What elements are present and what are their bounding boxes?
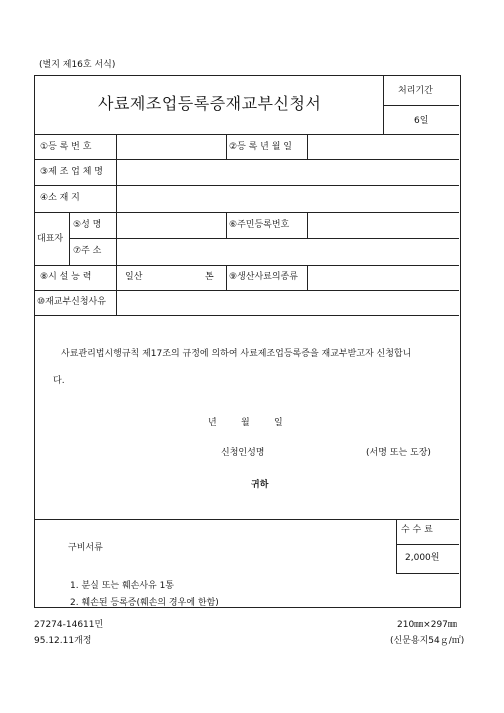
divider xyxy=(35,290,459,291)
divider xyxy=(35,159,459,160)
signature-label: (서명 또는 도장) xyxy=(366,448,431,458)
divider xyxy=(307,212,308,238)
revision-date: 95.12.11개정 xyxy=(34,636,92,646)
date-month-label: 월 xyxy=(241,418,250,428)
label-representative-name: ⑤성 명 xyxy=(73,220,102,230)
registration-date-field[interactable] xyxy=(309,136,457,157)
form-title: 사료제조업등록증재교부신청서 xyxy=(98,94,322,113)
paper-type: (신문용지54ｇ/㎡) xyxy=(390,636,465,646)
divider xyxy=(396,519,397,573)
facility-capacity-field[interactable] xyxy=(148,267,202,288)
divider xyxy=(226,265,227,290)
divider xyxy=(226,134,227,159)
date-day-label: 일 xyxy=(274,418,283,428)
location-field[interactable] xyxy=(118,187,457,210)
required-documents-title: 구비서류 xyxy=(68,543,103,553)
form-code: 27274-14611민 xyxy=(34,620,104,630)
divider xyxy=(35,134,459,135)
applicant-name-label: 신청인성명 xyxy=(221,448,265,458)
fee-label: 수 수 료 xyxy=(401,525,433,535)
label-representative-address: ⑦주 소 xyxy=(73,246,102,256)
divider xyxy=(69,238,459,239)
label-registration-number: ①등 록 번 호 xyxy=(40,142,92,152)
required-document-item: 2. 훼손된 등록증(훼손의 경우에 한함) xyxy=(70,598,219,608)
processing-period-label: 처리기간 xyxy=(398,86,433,96)
statement-text-continued: 다. xyxy=(53,376,65,386)
resident-number-field[interactable] xyxy=(309,214,457,236)
label-feed-types: ⑨생산사료의종류 xyxy=(229,272,298,282)
divider xyxy=(35,265,459,266)
representative-address-field[interactable] xyxy=(118,240,457,263)
representative-name-field[interactable] xyxy=(118,214,224,236)
divider xyxy=(35,212,459,213)
divider xyxy=(396,544,459,545)
label-reissue-reason: ⑩재교부신청사유 xyxy=(37,297,106,307)
fee-value: 2,000원 xyxy=(405,553,440,563)
form-number-note: (별지 제16호 서식) xyxy=(39,60,116,70)
label-facility-capacity: ⑧시 설 능 력 xyxy=(40,272,92,282)
divider xyxy=(307,134,308,159)
feed-types-field[interactable] xyxy=(309,267,457,288)
capacity-unit-label: 톤 xyxy=(205,272,214,282)
label-company-name: ③제 조 업 체 명 xyxy=(40,167,103,177)
date-year-label: 년 xyxy=(208,418,217,428)
divider xyxy=(396,573,459,574)
divider xyxy=(35,185,459,186)
divider xyxy=(35,315,459,316)
divider xyxy=(116,134,117,315)
applicant-name-field[interactable] xyxy=(272,444,360,460)
required-document-item: 1. 분실 또는 훼손사유 1통 xyxy=(70,581,175,591)
company-name-field[interactable] xyxy=(118,161,457,183)
capacity-daily-label: 일산 xyxy=(125,272,143,282)
divider xyxy=(383,105,459,106)
label-representative: 대표자 xyxy=(37,234,64,244)
paper-size: 210㎜×297㎜ xyxy=(397,620,457,630)
divider xyxy=(69,212,70,265)
statement-text: 사료관리법시행규칙 제17조의 규정에 의하여 사료제조업등록증을 재교부받고자 신청합니 xyxy=(61,349,412,359)
label-resident-number: ⑥주민등록번호 xyxy=(229,220,290,230)
reissue-reason-field[interactable] xyxy=(118,292,457,313)
divider xyxy=(226,212,227,238)
divider xyxy=(307,265,308,290)
processing-period-value: 6일 xyxy=(414,116,429,126)
label-registration-date: ②등 록 년 월 일 xyxy=(229,142,292,152)
addressee-label: 귀하 xyxy=(251,480,269,490)
label-location: ④소 재 지 xyxy=(40,193,80,203)
registration-number-field[interactable] xyxy=(118,136,224,157)
